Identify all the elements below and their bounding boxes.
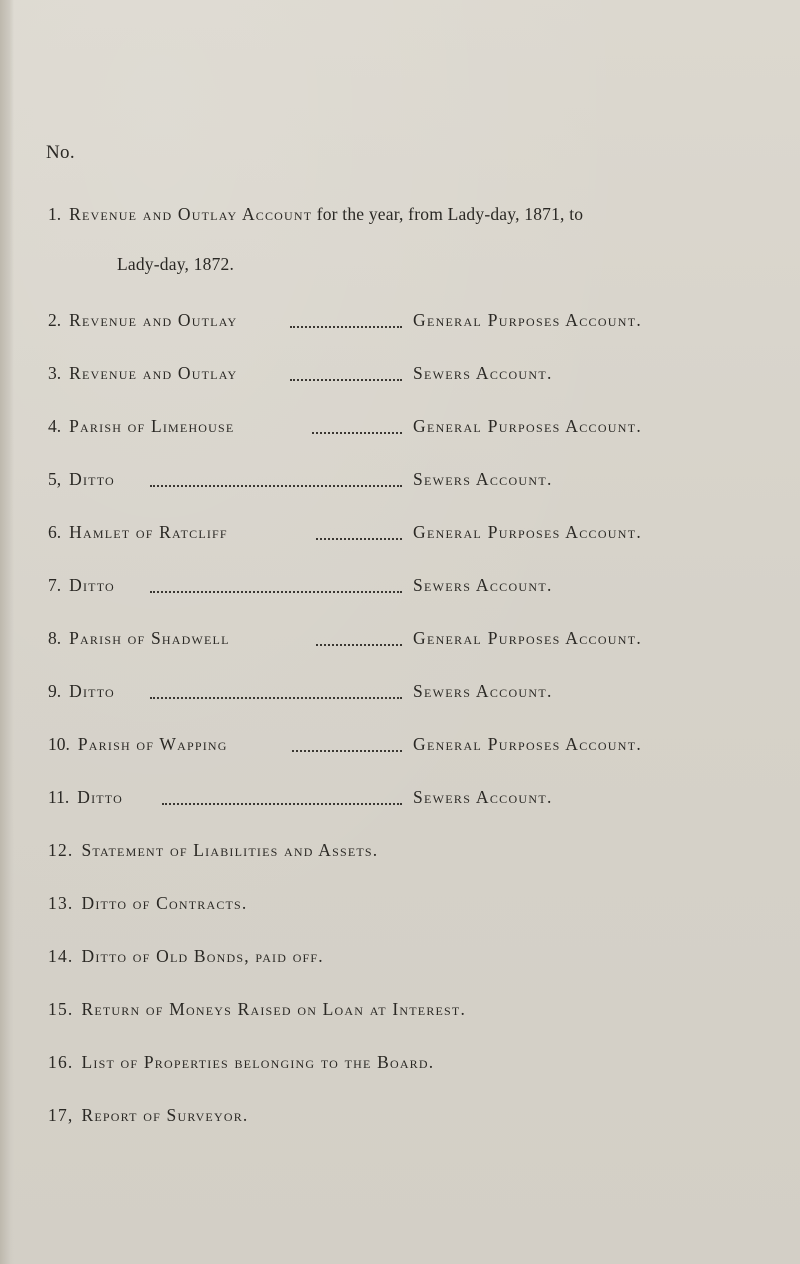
dot-leader [150,485,402,487]
item-right-label: Sewers Account. [413,363,553,383]
item-left-label: Revenue and Outlay [69,363,238,383]
dot-leader [150,697,402,699]
item-right-label: General Purposes Account. [413,628,643,648]
dot-leader [316,538,402,540]
list-item-8 [48,627,230,649]
item-text: Ditto of Old Bonds, paid off. [81,946,324,966]
list-item-11 [48,786,123,808]
dot-leader [292,750,402,752]
item-number: 3. [48,363,62,383]
list-item-14 [48,945,324,967]
item-right-label: General Purposes Account. [413,522,643,542]
item-number: 10. [48,734,70,754]
item-number: 17, [48,1105,74,1125]
dot-leader [162,803,402,805]
list-item-17 [48,1104,248,1126]
item-right-label: General Purposes Account. [413,734,643,754]
list-item-7 [48,574,115,596]
item-number: 6. [48,522,62,542]
item-number: 9. [48,681,62,701]
list-item-1-continuation [117,253,234,275]
item-left-label: Parish of Limehouse [69,416,235,436]
item-text: Ditto of Contracts. [81,893,248,913]
item-number: 7. [48,575,62,595]
item-text: Return of Moneys Raised on Loan at Interest. [81,999,467,1019]
item-number: 14. [48,946,74,966]
item-right-label: Sewers Account. [413,681,553,701]
item-text: Statement of Liabilities and Assets. [81,840,379,860]
page-gutter-shadow [0,0,14,1264]
list-item-13 [48,892,248,914]
item-text: List of Properties belonging to the Board. [81,1052,435,1072]
item-number: 8. [48,628,62,648]
item-left-label: Revenue and Outlay [69,310,238,330]
item-left-label: Ditto [69,681,115,701]
list-item-16 [48,1051,434,1073]
item-number: 16. [48,1052,74,1072]
item-left-label: Hamlet of Ratcliff [69,522,228,542]
dot-leader [312,432,402,434]
item-left-label: Parish of Shadwell [69,628,230,648]
dot-leader [290,326,402,328]
item-right-label: Sewers Account. [413,469,553,489]
item-text-continuation: Lady-day, 1872. [117,254,235,274]
list-item-2 [48,309,237,331]
item-number: 11. [48,787,70,807]
item-right-label: Sewers Account. [413,787,553,807]
item-number: 4. [48,416,62,436]
list-item-5 [48,468,115,490]
list-item-6 [48,521,228,543]
list-item-12 [48,839,378,861]
item-text: for the year, from Lady-day, 1871, to [316,204,584,224]
list-item-15 [48,998,466,1020]
item-left-label: Parish of Wapping [77,734,228,754]
item-left-label: Ditto [69,575,115,595]
number-column-heading: No. [46,142,75,163]
item-right-label: Sewers Account. [413,575,553,595]
dot-leader [150,591,402,593]
dot-leader [316,644,402,646]
item-right-label: General Purposes Account. [413,310,643,330]
list-item-9 [48,680,115,702]
item-title: Revenue and Outlay Account [69,204,313,224]
item-number: 12. [48,840,74,860]
item-number: 15. [48,999,74,1019]
list-item-4 [48,415,234,437]
item-right-label: General Purposes Account. [413,416,643,436]
list-item-3 [48,362,237,384]
item-number: 5, [48,469,62,489]
item-number: 2. [48,310,62,330]
item-left-label: Ditto [69,469,115,489]
list-item-1 [48,203,583,225]
item-left-label: Ditto [77,787,123,807]
item-text: Report of Surveyor. [81,1105,249,1125]
dot-leader [290,379,402,381]
item-number: 13. [48,893,74,913]
list-item-10 [48,733,228,755]
item-number: 1. [48,204,62,224]
